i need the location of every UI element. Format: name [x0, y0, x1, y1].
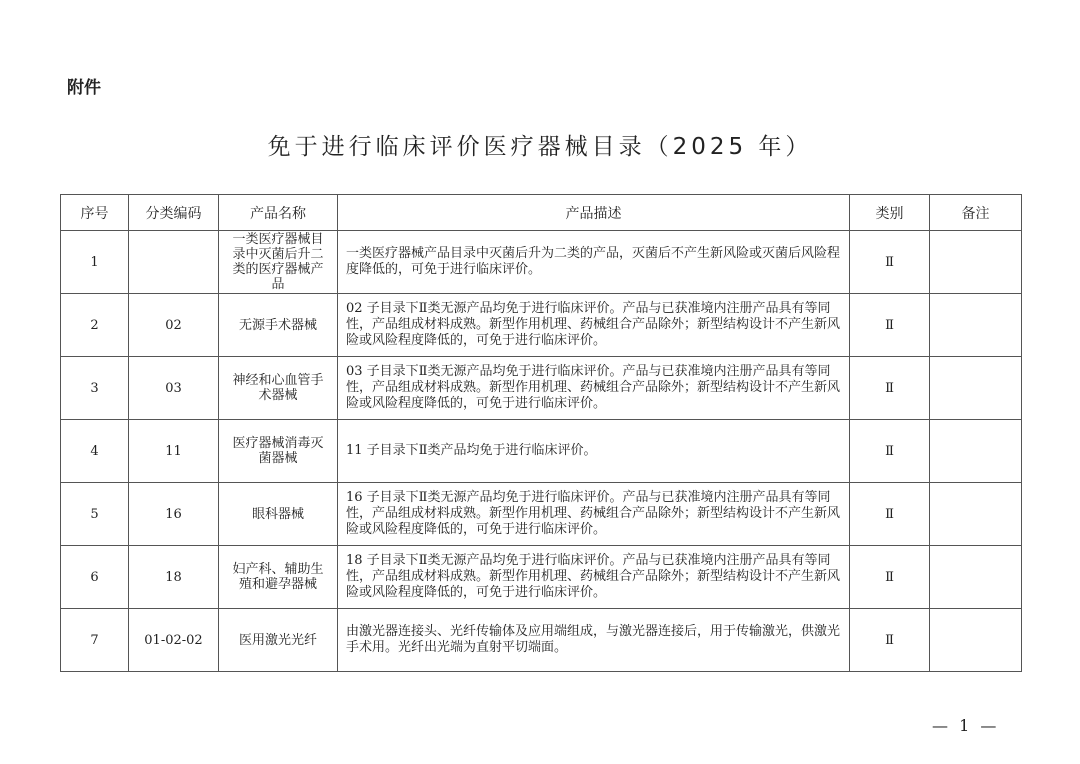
cell-no: 2 — [61, 294, 129, 357]
page-number: — 1 — — [932, 716, 1000, 735]
cell-code: 02 — [129, 294, 219, 357]
cell-no: 3 — [61, 357, 129, 420]
header-name: 产品名称 — [219, 195, 338, 231]
cell-category: Ⅱ — [850, 294, 930, 357]
header-remarks: 备注 — [930, 195, 1022, 231]
cell-remarks — [930, 420, 1022, 483]
header-no: 序号 — [61, 195, 129, 231]
cell-code — [129, 231, 219, 294]
cell-remarks — [930, 294, 1022, 357]
cell-category: Ⅱ — [850, 357, 930, 420]
table-row — [61, 483, 1022, 546]
cell-name: 无源手术器械 — [219, 294, 338, 357]
header-category: 类别 — [850, 195, 930, 231]
cell-no: 7 — [61, 609, 129, 672]
cell-remarks — [930, 546, 1022, 609]
cell-desc: 03 子目录下Ⅱ类无源产品均免于进行临床评价。产品与已获准境内注册产品具有等同性，产品组成材料成熟。新型作用机理、药械组合产品除外；新型结构设计不产生新风险或风险程度降低的，可免于进行临床评价。 — [338, 357, 850, 420]
document-title: 免于进行临床评价医疗器械目录（2025 年） — [267, 134, 813, 160]
cell-desc: 18 子目录下Ⅱ类无源产品均免于进行临床评价。产品与已获准境内注册产品具有等同性，产品组成材料成熟。新型作用机理、药械组合产品除外；新型结构设计不产生新风险或风险程度降低的，可免于进行临床评价。 — [338, 546, 850, 609]
cell-name: 妇产科、辅助生殖和避孕器械 — [219, 546, 338, 609]
cell-desc: 16 子目录下Ⅱ类无源产品均免于进行临床评价。产品与已获准境内注册产品具有等同性，产品组成材料成熟。新型作用机理、药械组合产品除外；新型结构设计不产生新风险或风险程度降低的，可免于进行临床评价。 — [338, 483, 850, 546]
cell-name: 眼科器械 — [219, 483, 338, 546]
table-row — [61, 420, 1022, 483]
cell-name: 神经和心血管手术器械 — [219, 357, 338, 420]
cell-code: 01-02-02 — [129, 609, 219, 672]
table-row — [61, 609, 1022, 672]
cell-code: 16 — [129, 483, 219, 546]
cell-no: 1 — [61, 231, 129, 294]
cell-remarks — [930, 357, 1022, 420]
cell-category: Ⅱ — [850, 483, 930, 546]
header-code: 分类编码 — [129, 195, 219, 231]
cell-code: 11 — [129, 420, 219, 483]
cell-no: 5 — [61, 483, 129, 546]
cell-remarks — [930, 609, 1022, 672]
cell-remarks — [930, 483, 1022, 546]
table-row — [61, 546, 1022, 609]
cell-no: 6 — [61, 546, 129, 609]
table-header-row — [61, 195, 1022, 231]
cell-category: Ⅱ — [850, 231, 930, 294]
table-row — [61, 357, 1022, 420]
cell-desc: 02 子目录下Ⅱ类无源产品均免于进行临床评价。产品与已获准境内注册产品具有等同性，产品组成材料成熟。新型作用机理、药械组合产品除外；新型结构设计不产生新风险或风险程度降低的，可免于进行临床评价。 — [338, 294, 850, 357]
cell-desc: 一类医疗器械产品目录中灭菌后升为二类的产品，灭菌后不产生新风险或灭菌后风险程度降低的，可免于进行临床评价。 — [338, 231, 850, 294]
cell-remarks — [930, 231, 1022, 294]
cell-name: 一类医疗器械目录中灭菌后升二类的医疗器械产品 — [219, 231, 338, 294]
cell-category: Ⅱ — [850, 609, 930, 672]
cell-name: 医用激光光纤 — [219, 609, 338, 672]
attachment-label: 附件 — [67, 78, 101, 98]
cell-desc: 11 子目录下Ⅱ类产品均免于进行临床评价。 — [338, 420, 850, 483]
cell-category: Ⅱ — [850, 546, 930, 609]
cell-desc: 由激光器连接头、光纤传输体及应用端组成，与激光器连接后，用于传输激光，供激光手术用。光纤出光端为直射平切端面。 — [338, 609, 850, 672]
header-desc: 产品描述 — [338, 195, 850, 231]
table-row — [61, 231, 1022, 294]
cell-no: 4 — [61, 420, 129, 483]
device-catalog-table — [60, 194, 1022, 672]
cell-category: Ⅱ — [850, 420, 930, 483]
table-row — [61, 294, 1022, 357]
cell-code: 18 — [129, 546, 219, 609]
cell-name: 医疗器械消毒灭菌器械 — [219, 420, 338, 483]
cell-code: 03 — [129, 357, 219, 420]
